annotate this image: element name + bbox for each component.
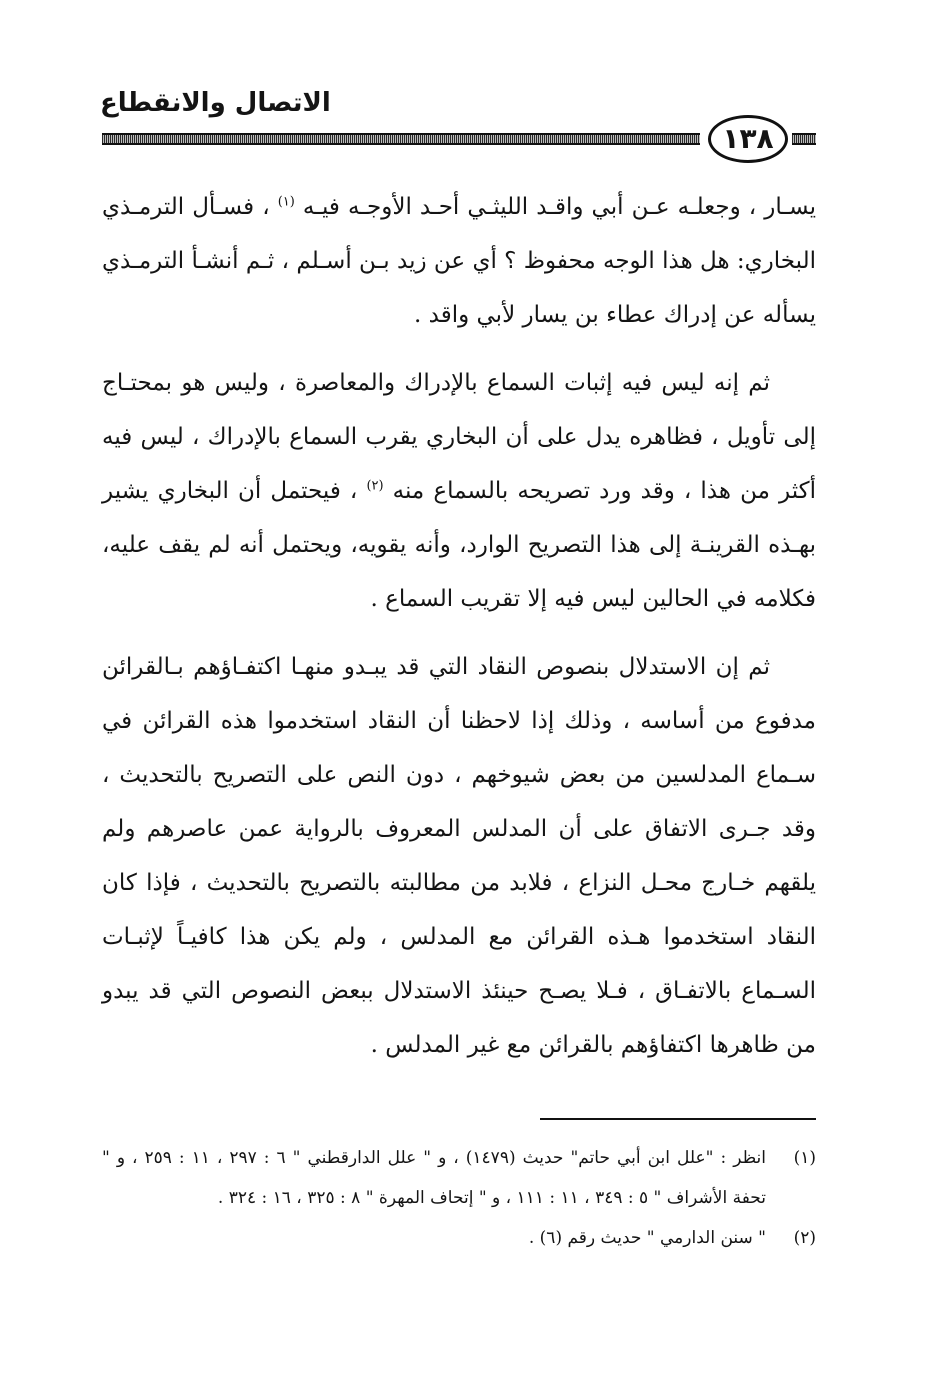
paragraph-3-text: ثم إن الاستدلال بنصوص النقاد التي قد يبـدو منهـا اكتفـاؤهم بـالقرائن مدفوع من أساسه ، وذلك إذا لاحظنا أن النقاد استخدموا هذه القرائن في سـماع المدلسين من بعض شيوخهم ، دون النص على التصريح بالتحديث ، وقد جـرى الاتفاق على أن المدلس المعروف بالرواية عمن عاصرهم ولم يلقهم خـارج محـل النزاع ، فلابد من مطالبته بالتصريح بالتحديث ، فإذا كان النقاد استخدموا هـذه القرائن مع المدلس ، ولم يكن هذا كافيـاً لإثبـات السـماع بالاتفـاق ، فـلا يصـح حينئذ الاستدلال ببعض النصوص التي قد يبدو من ظاهرها اكتفاؤهم بالقرائن مع غير المدلس . <box>102 654 816 1058</box>
footnote-2-number: (٢) <box>793 1228 816 1248</box>
footnote-1-text: انظر : "علل ابن أبي حاتم" حديث (١٤٧٩) ، و " علل الدارقطني " ٦ : ٢٩٧ ، ١١ : ٢٥٩ ، و " تحفة الأشراف " ٥ : ٣٤٩ ، ١١ : ١١١ ، و " إتحاف المهرة " ٨ : ٣٢٥ ، ١٦ : ٣٢٤ . <box>102 1148 766 1208</box>
footnote-1 <box>102 1138 816 1218</box>
footnote-1-number: (١) <box>793 1148 816 1168</box>
paragraph-2 <box>102 356 816 626</box>
paragraph-1 <box>102 180 816 342</box>
footnote-2-text: " سنن الدارمي " حديث رقم (٦) . <box>528 1228 766 1248</box>
footnote-separator <box>540 1118 816 1120</box>
header-rule <box>102 133 700 145</box>
running-title: الاتصال والانقطاع <box>100 88 331 118</box>
paragraph-2-text-a: ثم إنه ليس فيه إثبات السماع بالإدراك والمعاصرة ، وليس هو بمحتـاج إلى تأويل ، فظاهره يدل على أن البخاري يقرب السماع بالإدراك ، ليس فيه أكثر من هذا ، وقد ورد تصريحه بالسماع منه <box>102 370 816 504</box>
footnote-ref-1[interactable]: (١) <box>277 194 295 210</box>
footnote-ref-2[interactable]: (٢) <box>366 478 384 494</box>
footnotes <box>102 1138 816 1258</box>
footnote-2 <box>102 1218 816 1258</box>
paragraph-1-text-b: ، فسـأل الترمـذي البخاري: هل هذا الوجه محفوظ ؟ أي عن زيد بـن أسـلم ، ثـم أنشـأ الترمـذي يسأله عن إدراك عطاء بن يسار لأبي واقد . <box>102 194 816 328</box>
paragraph-2-text-b: ، فيحتمل أن البخاري يشير بهـذه القرينـة إلى هذا التصريح الوارد، وأنه يقويه، ويحتمل أنه لم يقف عليه، فكلامه في الحالين ليس فيه إلا تقريب السماع . <box>102 478 816 612</box>
page-number: ١٣٨ <box>708 115 788 163</box>
paragraph-1-text-a: يسـار ، وجعلـه عـن أبي واقـد الليثـي أحـد الأوجـه فيـه <box>294 194 816 220</box>
header-rule-end <box>792 133 816 145</box>
body-text <box>102 180 816 1086</box>
paragraph-3 <box>102 640 816 1072</box>
